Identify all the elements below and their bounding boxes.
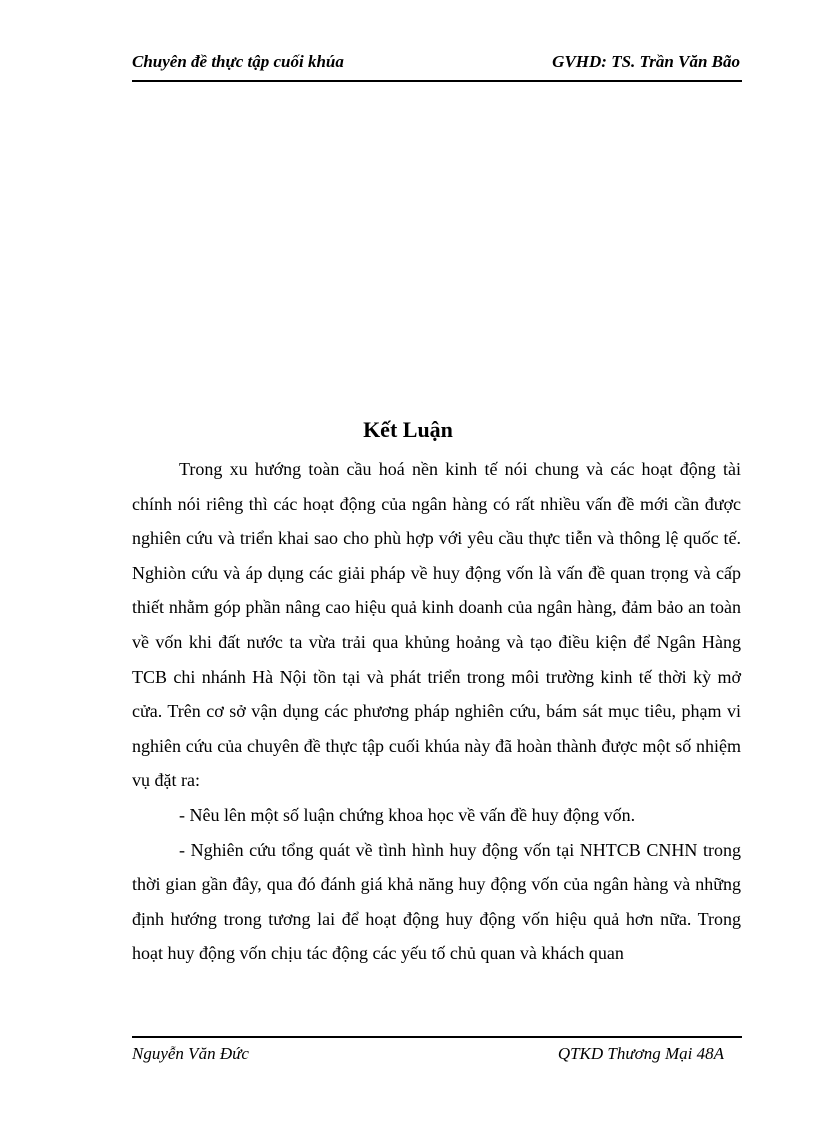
footer-class: QTKD Thương Mại 48A <box>557 1044 724 1063</box>
page-footer <box>132 1036 742 1068</box>
page-header <box>132 50 742 82</box>
body-text <box>132 452 741 971</box>
header-document-title: Chuyên đề thực tập cuối khúa <box>132 52 344 71</box>
paragraph: Trong xu hướng toàn cầu hoá nền kinh tế nói chung và các hoạt động tài chính nói riêng thì các hoạt động của ngân hàng có rất nhiều vấn đề mới cần được nghiên cứu và triển khai sao cho phù hợp với yêu cầu thực tiễn và thông lệ quốc tế. Nghiòn cứu và áp dụng các giải pháp về huy động vốn là vấn đề quan trọng và cấp thiết nhằm góp phần nâng cao hiệu quả kinh doanh của ngân hàng, đảm bảo an toàn về vốn khi đất nước ta vừa trải qua khủng hoảng và tạo điều kiện để Ngân Hàng TCB chi nhánh Hà Nội tồn tại và phát triển trong môi trường kinh tế thời kỳ mở cửa. Trên cơ sở vận dụng các phương pháp nghiên cứu, bám sát mục tiêu, phạm vi nghiên cứu của chuyên đề thực tập cuối khúa này đã hoàn thành được một số nhiệm vụ đặt ra: <box>132 459 741 791</box>
paragraph: - Nghiên cứu tổng quát về tình hình huy động vốn tại NHTCB CNHN trong thời gian gần đây, qua đó đánh giá khả năng huy động vốn của ngân hàng và những định hướng trong tương lai để hoạt động huy động vốn hiệu quả hơn nữa. Trong hoạt huy động vốn chịu tác động các yếu tố chủ quan và khách quan <box>132 839 741 964</box>
header-advisor: GVHD: TS. Trần Văn Bão <box>552 52 740 71</box>
footer-author: Nguyễn Văn Đức <box>132 1044 249 1063</box>
paragraph: - Nêu lên một số luận chứng khoa học về vấn đề huy động vốn. <box>179 804 636 825</box>
section-title: Kết Luận <box>363 417 453 442</box>
